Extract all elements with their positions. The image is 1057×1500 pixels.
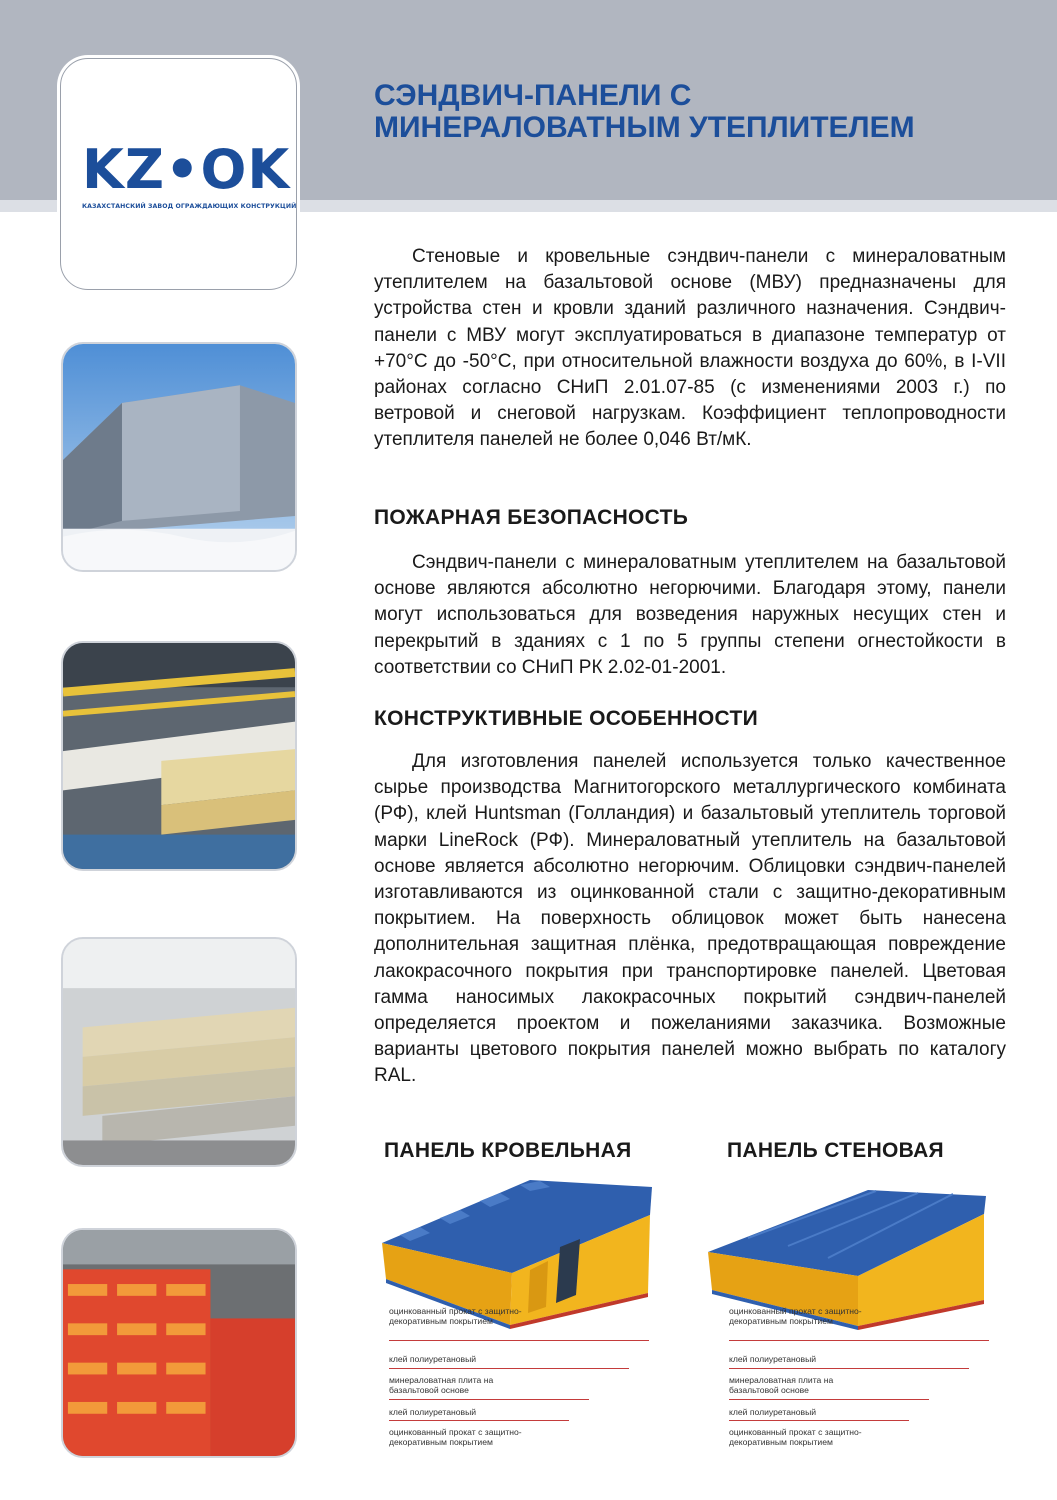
- fire-safety-paragraph: Сэндвич-панели с минераловатным утеплителем на базальтовой основе являются абсолютно негорючими. Благодаря этому, панели могут использоваться для возведения наружных несущих стен и перекрытий в зданиях с 1 по 5 группы степени огнестойкости в соответствии со СНиП РК 2.02-01-2001.: [374, 552, 1006, 678]
- wall-layer-line-3: [729, 1399, 929, 1400]
- roof-layer-label-2: клей полиуретановый: [389, 1354, 477, 1364]
- wall-layer-label-1: оцинкованный прокат с защитно-декоративным покрытием: [729, 1306, 862, 1326]
- design-paragraph: Для изготовления панелей используется только качественное сырье производства Магнитогорского металлургического комбината (РФ), клей Huntsman (Голландия) и базальтовый утеплитель торговой марки LineRock (РФ). Минераловатный утеплитель на базальтовой основе является абсолютно негорючим. Облицовки сэндвич-панелей изготавливаются из оцинкованной стали с защитно-декоративным покрытием. На поверхность облицовок может быть нанесена дополнительная защитная плёнка, предотвращающая повреждение лакокрасочного покрытия при транспортировке панелей. Цветовая гамма наносимых лакокрасочных покрытий сэндвич-панелей определяется проектом и пожеланиями заказчика. Возможные варианты цветового покрытия панелей можно выбрать по каталогу RAL.: [374, 751, 1006, 1087]
- design-heading: КОНСТРУКТИВНЫЕ ОСОБЕННОСТИ: [374, 707, 759, 730]
- roof-layer-label-5: оцинкованный прокат с защитно-декоративным покрытием: [389, 1427, 522, 1447]
- roof-layer-line-2: [389, 1368, 629, 1369]
- roof-layer-label-1: оцинкованный прокат с защитно-декоративным покрытием: [389, 1306, 522, 1326]
- wall-layer-label-3: минераловатная плита на базальтовой основе: [729, 1375, 834, 1395]
- photo-production-line: [61, 641, 297, 871]
- roof-layer-label-3: минераловатная плита на базальтовой основе: [389, 1375, 494, 1395]
- logo-wordmark: KZ•OK: [82, 138, 291, 201]
- photo-warehouse-building: [61, 342, 297, 572]
- wall-layer-line-1: [729, 1340, 989, 1341]
- wall-panel-heading: ПАНЕЛЬ СТЕНОВАЯ: [727, 1139, 944, 1162]
- wall-layer-label-5: оцинкованный прокат с защитно-декоративным покрытием: [729, 1427, 862, 1447]
- roof-layer-line-1: [389, 1340, 649, 1341]
- roof-layer-line-4: [389, 1420, 569, 1421]
- photo-panel-stack: [61, 937, 297, 1167]
- roof-layer-label-4: клей полиуретановый: [389, 1407, 477, 1417]
- logo-card: [60, 58, 297, 290]
- intro-paragraph: Стеновые и кровельные сэндвич-панели с минераловатным утеплителем на базальтовой основе (МВУ) предназначены для устройства стен и кровли зданий различного назначения. Сэндвич-панели с МВУ могут эксплуатироваться в диапазоне температур от +70°С до -50°С, при относительной влажности воздуха до 60%, в I-VII районах согласно СНиП 2.01.07-85 (с изменениями 2003 г.) по ветровой и снеговой нагрузкам. Коэффициент теплопроводности утеплителя панелей не более 0,046 Вт/мК.: [374, 246, 1006, 451]
- page-title: [374, 80, 1014, 144]
- roof-layer-line-3: [389, 1399, 589, 1400]
- page-title-line2: МИНЕРАЛОВАТНЫМ УТЕПЛИТЕЛЕМ: [374, 111, 915, 144]
- fire-safety-heading: ПОЖАРНАЯ БЕЗОПАСНОСТЬ: [374, 506, 689, 529]
- page-title-line1: СЭНДВИЧ-ПАНЕЛИ С: [374, 79, 692, 112]
- wall-layer-label-2: клей полиуретановый: [729, 1354, 817, 1364]
- wall-layer-line-2: [729, 1368, 969, 1369]
- wall-layer-label-4: клей полиуретановый: [729, 1407, 817, 1417]
- roof-panel-heading: ПАНЕЛЬ КРОВЕЛЬНАЯ: [384, 1139, 632, 1162]
- logo-subtitle: КАЗАХСТАНСКИЙ ЗАВОД ОГРАЖДАЮЩИХ КОНСТРУКЦИЙ: [82, 203, 297, 210]
- wall-layer-line-4: [729, 1420, 909, 1421]
- photo-insulation-packs: [61, 1228, 297, 1458]
